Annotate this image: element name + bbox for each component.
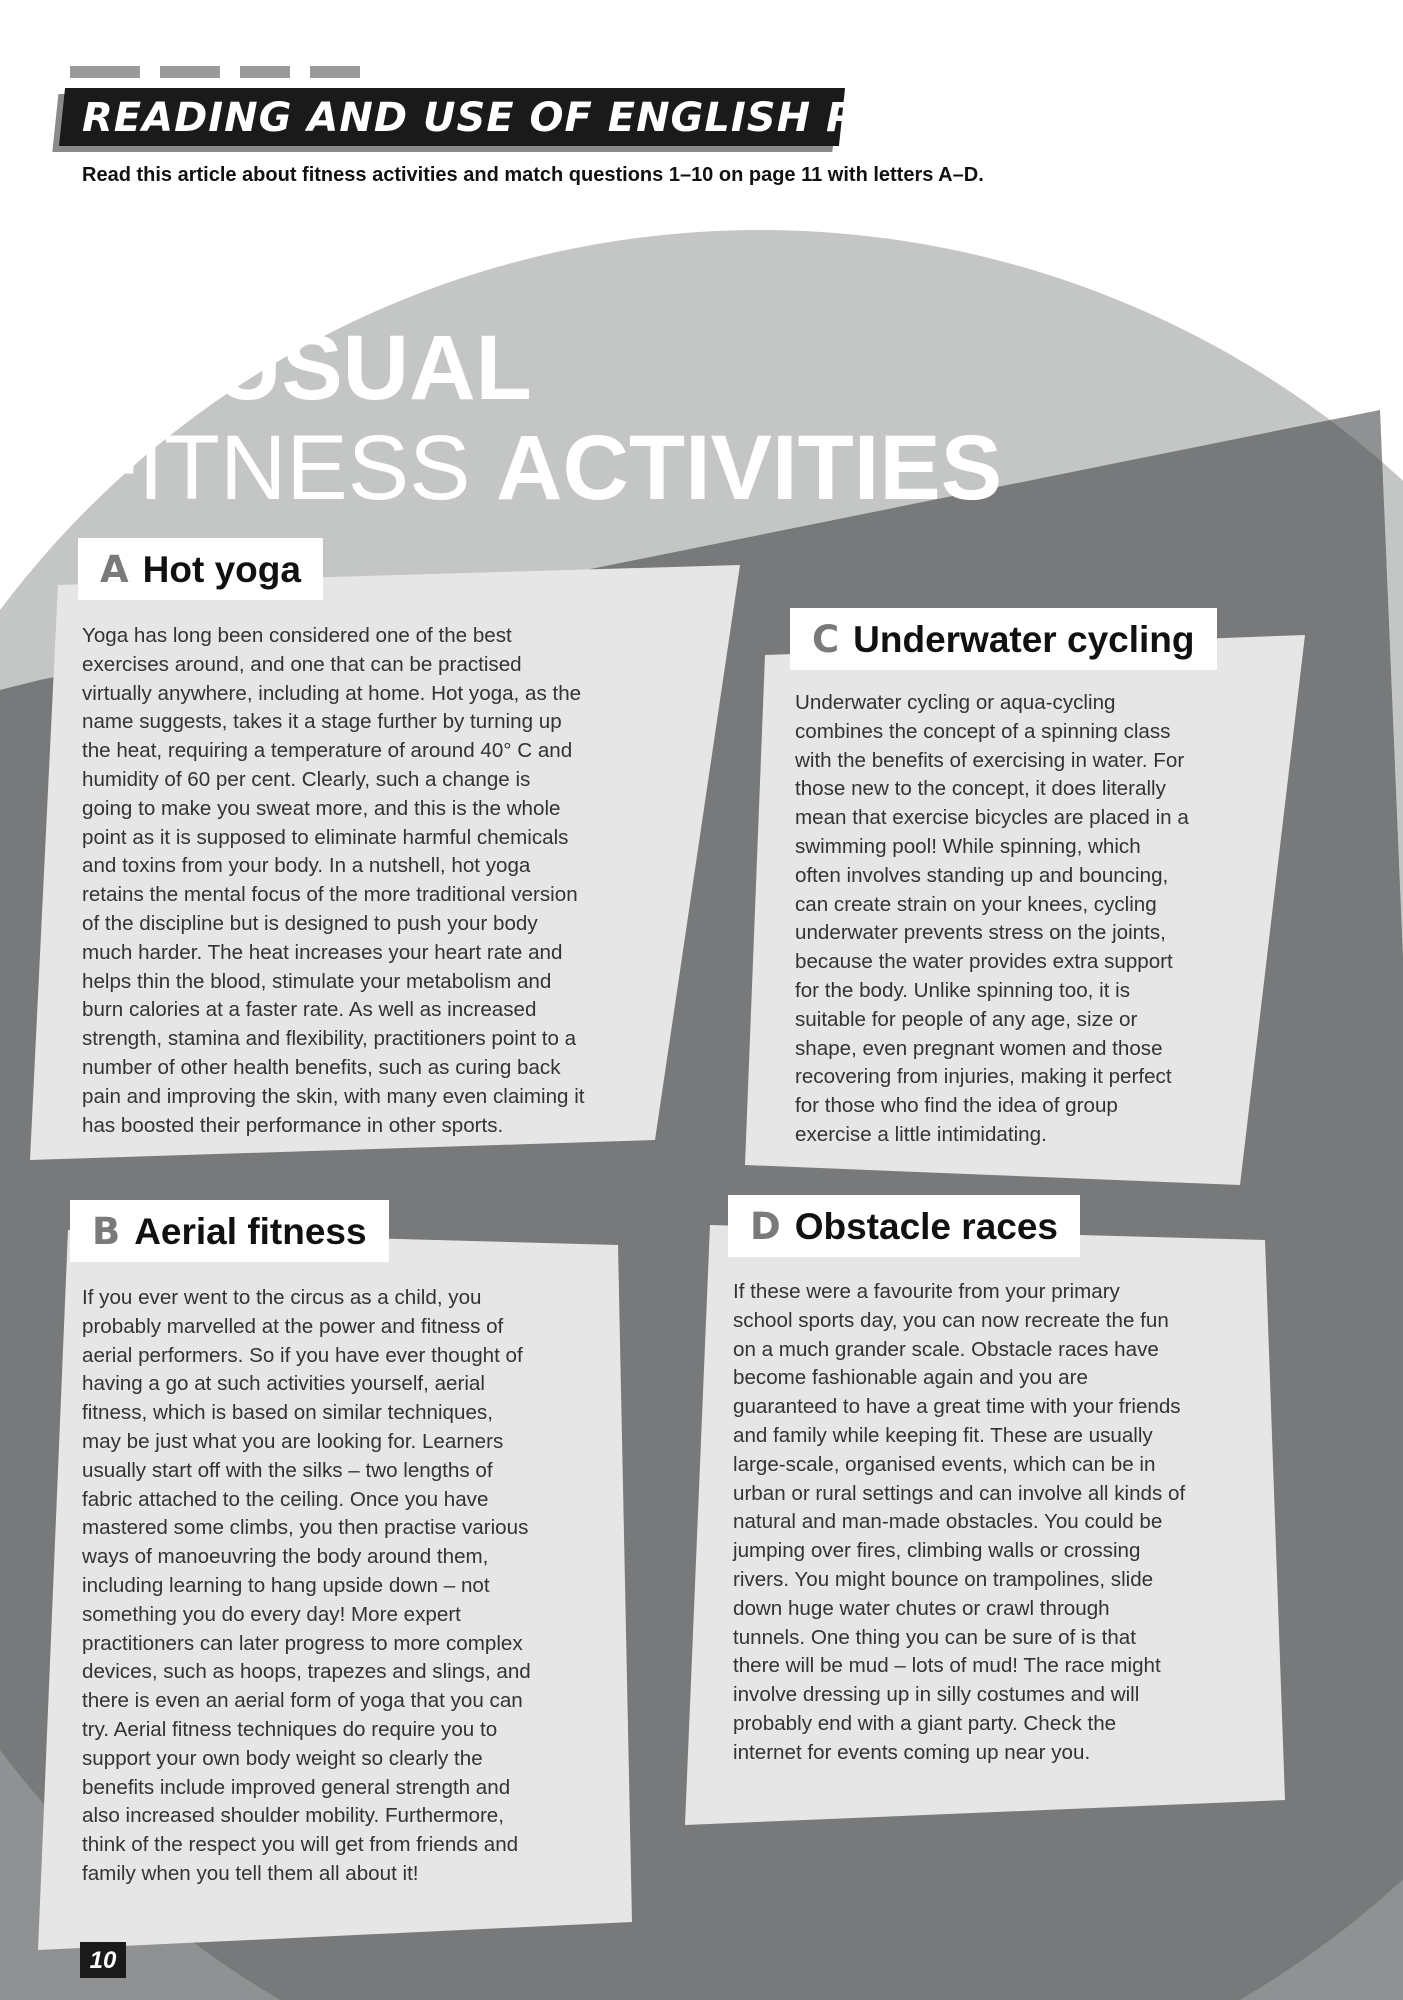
body-text-line: try. Aerial fitness techniques do require you to: [82, 1717, 498, 1741]
body-text-line: Underwater cycling or aqua-cycling: [795, 691, 1116, 714]
body-text-line: going to make you sweat more, and this is the whole: [82, 796, 561, 820]
section-c-body: [795, 689, 1189, 1150]
body-text-line: helps thin the blood, stimulate your metabolism and: [82, 969, 552, 993]
body-text-line: mean that exercise bicycles are placed in a: [795, 806, 1189, 830]
body-text-line: virtually anywhere, including at home. Hot yoga, as the: [82, 681, 582, 705]
section-letter: A: [100, 548, 129, 591]
body-text-line: and toxins from your body. In a nutshell, hot yoga: [82, 854, 531, 878]
body-text-line: having a go at such activities yourself, aerial: [82, 1372, 485, 1396]
body-text-line: and family while keeping fit. These are usually: [733, 1423, 1153, 1447]
body-text-line: shape, even pregnant women and those: [795, 1036, 1163, 1060]
body-text-line: swimming pool! While spinning, which: [795, 834, 1141, 858]
body-text-line: probably marvelled at the power and fitness of: [82, 1314, 504, 1338]
body-text-line: If you ever went to the circus as a child, you: [82, 1286, 482, 1309]
body-text-line: underwater prevents stress on the joints,: [795, 921, 1166, 945]
body-text-line: rivers. You might bounce on trampolines, slide: [733, 1567, 1154, 1591]
body-text-line: become fashionable again and you are: [733, 1366, 1088, 1390]
body-text-line: name suggests, takes it a stage further by turning up: [82, 710, 562, 734]
body-text-line: fitness, which is based on similar techniques,: [82, 1401, 493, 1425]
section-d-label: [728, 1195, 1080, 1257]
body-text-line: on a much grander scale. Obstacle races have: [733, 1337, 1159, 1361]
body-text-line: has boosted their performance in other sports.: [82, 1113, 504, 1137]
body-text-line: strength, stamina and flexibility, practitioners point to a: [82, 1027, 577, 1051]
body-text-line: also increased shoulder mobility. Furthermore,: [82, 1804, 504, 1828]
page-number: 10: [89, 1947, 117, 1974]
body-text-line: much harder. The heat increases your heart rate and: [82, 940, 563, 964]
section-heading: Hot yoga: [142, 549, 301, 590]
body-text-line: for those who find the idea of group: [795, 1094, 1118, 1118]
body-text-line: tunnels. One thing you can be sure of is that: [733, 1625, 1136, 1649]
title-word-activities: ACTIVITIES: [496, 417, 1003, 519]
body-text-line: the heat, requiring a temperature of around 40° C and: [82, 739, 573, 763]
body-text-line: combines the concept of a spinning class: [795, 719, 1171, 743]
body-text-line: ways of manoeuvring the body around them,: [82, 1545, 489, 1569]
section-header-title: READING AND USE OF ENGLISH PART 7: [82, 95, 987, 141]
body-text-line: probably end with a giant party. Check the: [733, 1711, 1117, 1735]
body-text-line: down huge water chutes or crawl through: [733, 1596, 1110, 1620]
section-b-label: [70, 1200, 389, 1262]
body-text-line: exercises around, and one that can be practised: [82, 652, 522, 676]
body-text-line: suitable for people of any age, size or: [795, 1007, 1138, 1031]
body-text-line: urban or rural settings and can involve all kinds of: [733, 1481, 1186, 1505]
body-text-line: with the benefits of exercising in water. For: [795, 748, 1185, 772]
body-text-line: for the body. Unlike spinning too, it is: [795, 978, 1131, 1002]
body-text-line: benefits include improved general strength and: [82, 1775, 511, 1799]
body-text-line: those new to the concept, it does literally: [795, 777, 1166, 801]
body-text-line: point as it is supposed to eliminate harmful chemicals: [82, 825, 569, 849]
body-text-line: there will be mud – lots of mud! The race might: [733, 1654, 1161, 1678]
body-text-line: fabric attached to the ceiling. Once you have: [82, 1487, 489, 1511]
body-text-line: internet for events coming up near you.: [733, 1740, 1091, 1764]
body-text-line: usually start off with the silks – two lengths of: [82, 1458, 493, 1482]
body-text-line: there is even an aerial form of yoga that you can: [82, 1689, 523, 1713]
body-text-line: something you do every day! More expert: [82, 1602, 461, 1626]
body-text-line: can create strain on your knees, cycling: [795, 892, 1157, 916]
section-heading: Aerial fitness: [134, 1211, 367, 1252]
body-text-line: often involves standing up and bouncing,: [795, 863, 1169, 887]
section-heading: Underwater cycling: [853, 619, 1195, 660]
body-text-line: exercise a little intimidating.: [795, 1122, 1047, 1146]
body-text-line: retains the mental focus of the more traditional version: [82, 883, 578, 907]
body-text-line: think of the respect you will get from friends and: [82, 1833, 519, 1857]
title-word-fitness: FITNESS: [82, 417, 471, 519]
body-text-line: may be just what you are looking for. Learners: [82, 1429, 504, 1453]
section-b-body: [82, 1284, 531, 1889]
body-text-line: because the water provides extra support: [795, 950, 1173, 974]
section-a-body: [82, 622, 585, 1140]
body-text-line: aerial performers. So if you have ever thought of: [82, 1343, 523, 1367]
body-text-line: natural and man-made obstacles. You could be: [733, 1510, 1163, 1534]
body-text-line: of the discipline but is designed to push your body: [82, 911, 538, 935]
body-text-line: Yoga has long been considered one of the best: [82, 624, 512, 647]
section-d-body: [733, 1278, 1185, 1768]
section-a-label: [78, 538, 323, 600]
body-text-line: devices, such as hoops, trapezes and slings, and: [82, 1660, 531, 1684]
section-letter: D: [750, 1205, 781, 1248]
body-text-line: large-scale, organised events, which can be in: [733, 1452, 1156, 1476]
article-title-line2: [82, 417, 1003, 519]
instruction-text: Read this article about fitness activities and match questions 1–10 on page 11 with letters A–D.: [82, 164, 984, 186]
body-text-line: If these were a favourite from your primary: [733, 1280, 1120, 1303]
body-text-line: guaranteed to have a great time with your friends: [733, 1395, 1181, 1419]
section-c-label: [790, 608, 1217, 670]
section-letter: C: [812, 618, 840, 661]
body-text-line: number of other health benefits, such as curing back: [82, 1055, 561, 1079]
body-text-line: family when you tell them all about it!: [82, 1861, 419, 1885]
body-text-line: jumping over fires, climbing walls or crossing: [733, 1539, 1141, 1563]
body-text-line: recovering from injuries, making it perfect: [795, 1065, 1172, 1089]
section-letter: B: [92, 1210, 121, 1253]
body-text-line: including learning to hang upside down – not: [82, 1573, 490, 1597]
body-text-line: humidity of 60 per cent. Clearly, such a change is: [82, 767, 531, 791]
body-text-line: support your own body weight so clearly the: [82, 1746, 483, 1770]
body-text-line: practitioners can later progress to more complex: [82, 1631, 523, 1655]
header-stripe-decoration: [70, 66, 360, 78]
body-text-line: mastered some climbs, you then practise various: [82, 1516, 529, 1540]
section-heading: Obstacle races: [794, 1206, 1059, 1247]
body-text-line: burn calories at a faster rate. As well as increased: [82, 998, 537, 1022]
body-text-line: school sports day, you can now recreate the fun: [733, 1308, 1169, 1332]
body-text-line: involve dressing up in silly costumes and will: [733, 1683, 1140, 1707]
article-title-line1: UNUSUAL: [82, 317, 532, 419]
body-text-line: pain and improving the skin, with many even claiming it: [82, 1084, 585, 1108]
